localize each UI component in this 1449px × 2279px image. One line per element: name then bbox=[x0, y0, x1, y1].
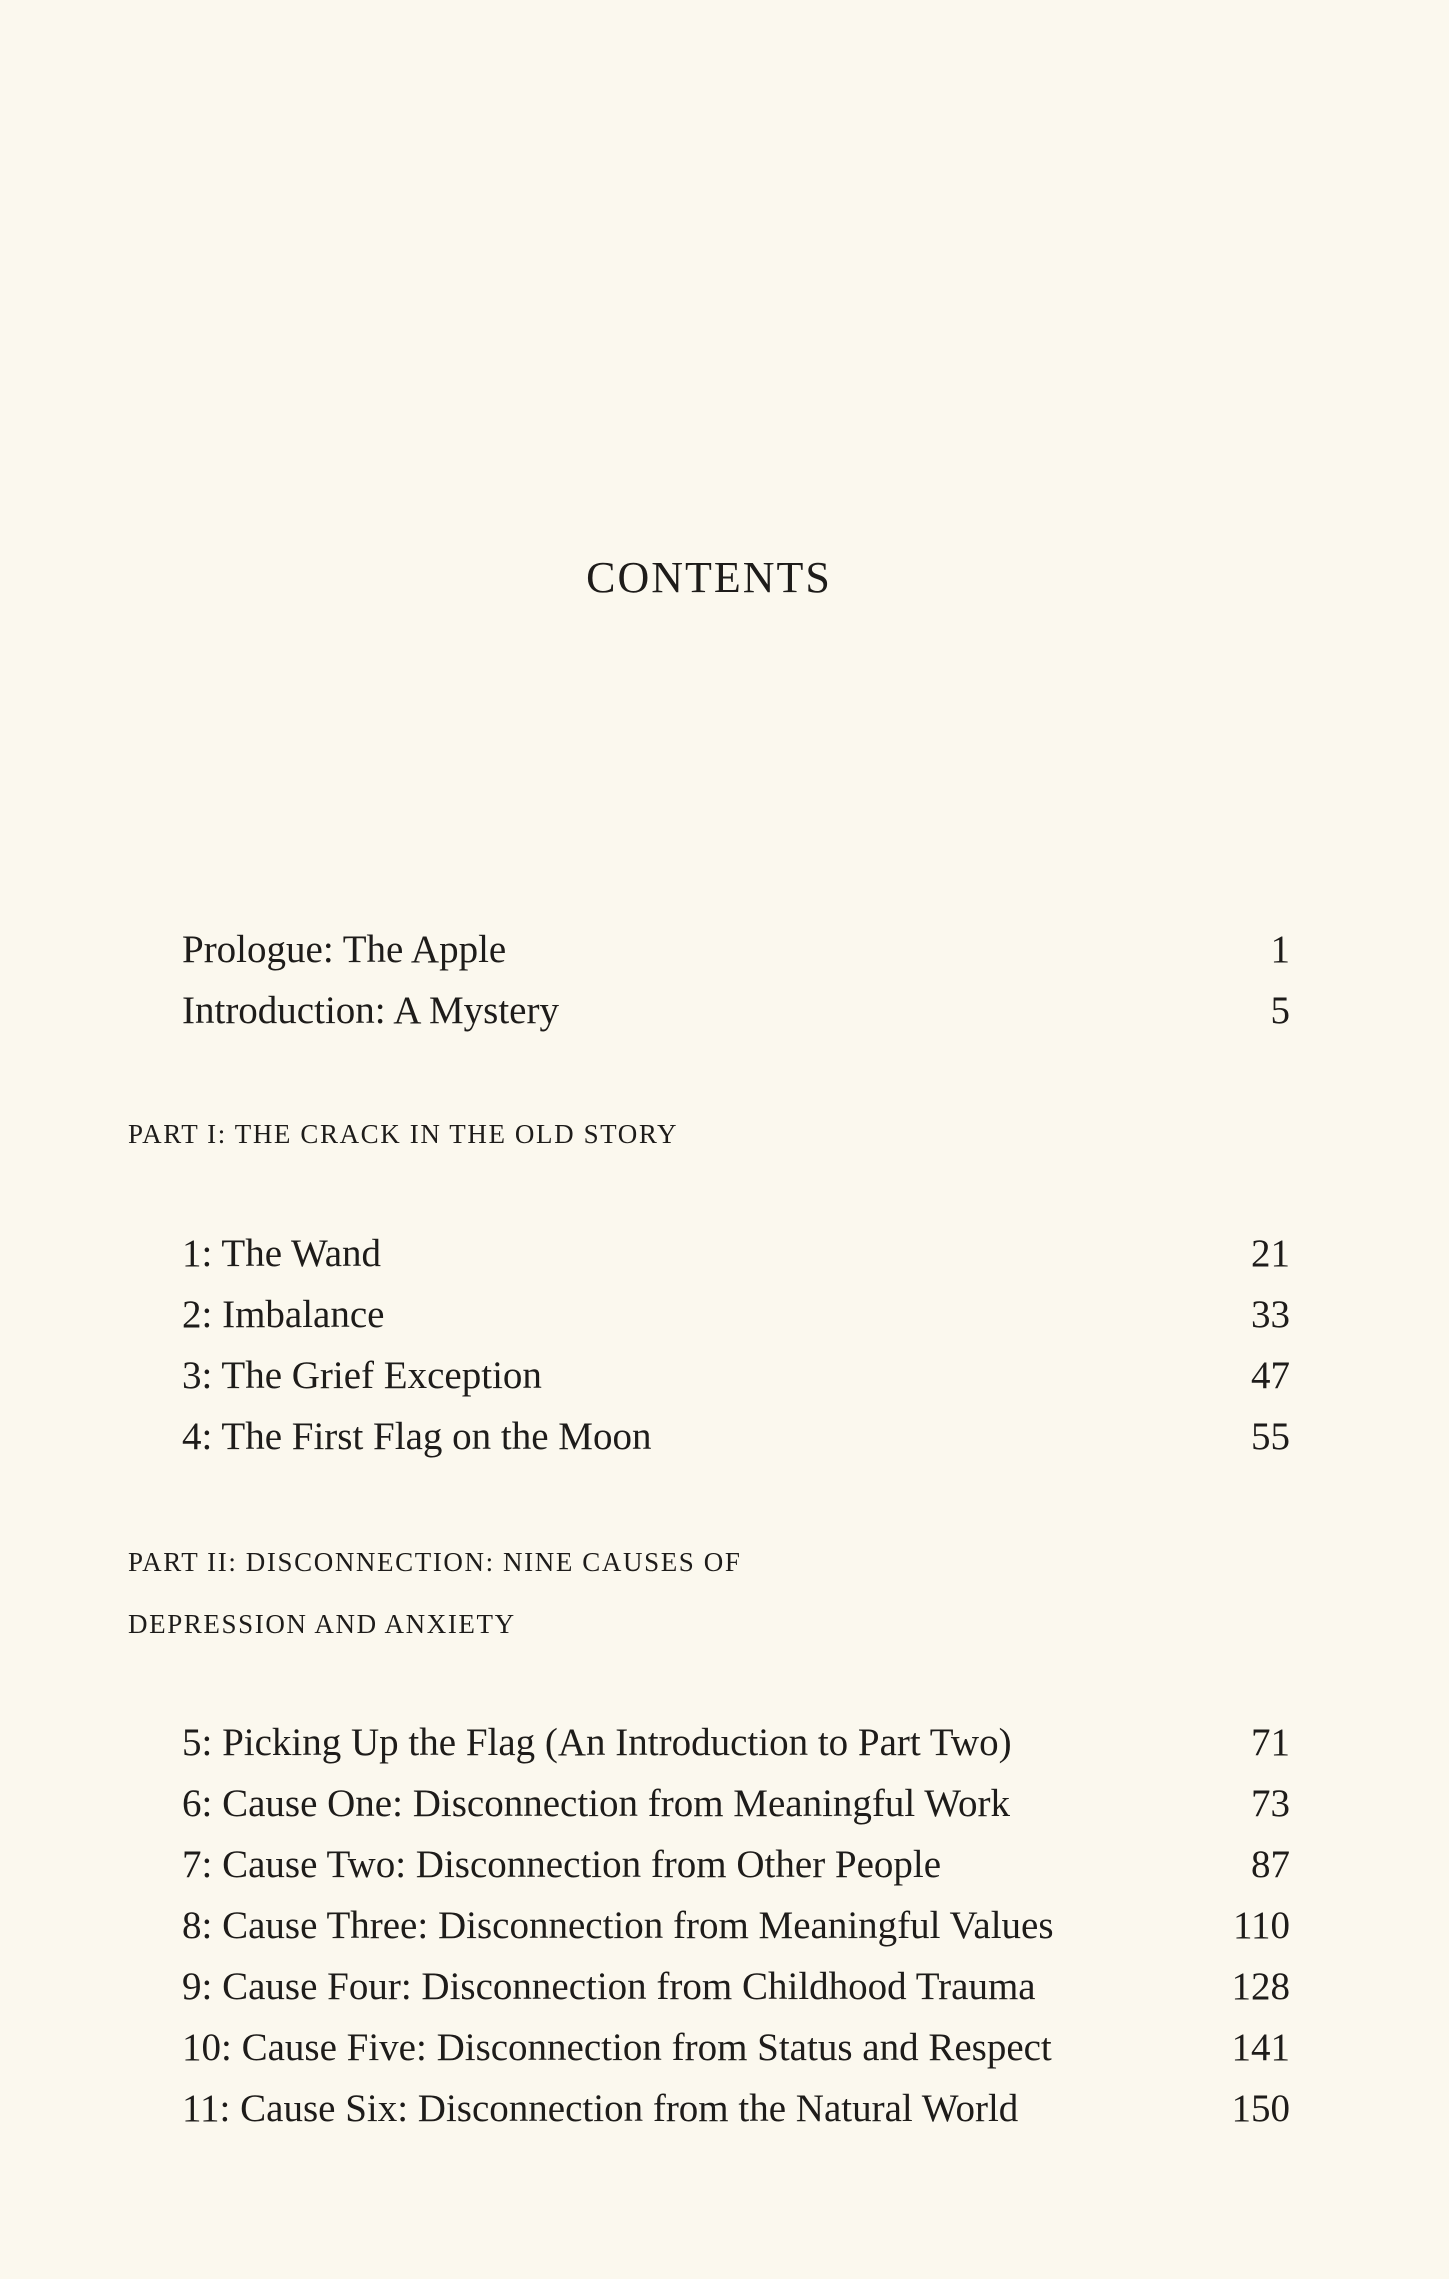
part1-list bbox=[128, 1223, 1290, 1467]
entry-title: 9: Cause Four: Disconnection from Childhood Trauma bbox=[182, 1965, 1036, 2008]
entry-title: 1: The Wand bbox=[182, 1232, 382, 1275]
part2-list bbox=[128, 1712, 1290, 2139]
entry-page: 47 bbox=[1251, 1354, 1290, 1397]
entry-page: 21 bbox=[1251, 1232, 1290, 1275]
part-heading-line: DEPRESSION AND ANXIETY bbox=[128, 1609, 516, 1639]
entry-page: 73 bbox=[1251, 1782, 1290, 1825]
toc-entry[interactable] bbox=[182, 919, 1290, 980]
entry-page: 128 bbox=[1231, 1965, 1290, 2008]
entry-page: 1 bbox=[1270, 928, 1290, 971]
entry-title: 6: Cause One: Disconnection from Meaningful Work bbox=[182, 1782, 1010, 1825]
toc-entry[interactable] bbox=[182, 1284, 1290, 1345]
entry-title: 3: The Grief Exception bbox=[182, 1354, 542, 1397]
toc-entry[interactable] bbox=[182, 1712, 1290, 1773]
entry-title: 8: Cause Three: Disconnection from Meaningful Values bbox=[182, 1904, 1054, 1947]
entry-title: Prologue: The Apple bbox=[182, 928, 507, 971]
part-heading: PART I: THE CRACK IN THE OLD STORY bbox=[128, 1119, 679, 1149]
toc-entry[interactable] bbox=[182, 1895, 1290, 1956]
entry-page: 71 bbox=[1251, 1721, 1290, 1764]
entry-page: 141 bbox=[1231, 2026, 1290, 2069]
entry-title: 4: The First Flag on the Moon bbox=[182, 1415, 652, 1458]
page-title: CONTENTS bbox=[586, 553, 832, 602]
part-heading bbox=[128, 1531, 1290, 1655]
entry-page: 5 bbox=[1270, 989, 1290, 1032]
entry-page: 33 bbox=[1251, 1293, 1290, 1336]
entry-title: Introduction: A Mystery bbox=[182, 989, 559, 1032]
entry-title: 7: Cause Two: Disconnection from Other People bbox=[182, 1843, 942, 1886]
toc-entry[interactable] bbox=[182, 1773, 1290, 1834]
toc-entry[interactable] bbox=[182, 2017, 1290, 2078]
toc-entry[interactable] bbox=[182, 1223, 1290, 1284]
entry-title: 11: Cause Six: Disconnection from the Natural World bbox=[182, 2087, 1019, 2130]
entry-title: 10: Cause Five: Disconnection from Status and Respect bbox=[182, 2026, 1052, 2069]
toc-entry[interactable] bbox=[182, 1345, 1290, 1406]
table-of-contents bbox=[128, 919, 1290, 2139]
entry-page: 110 bbox=[1232, 1904, 1290, 1947]
toc-entry[interactable] bbox=[182, 1406, 1290, 1467]
toc-entry[interactable] bbox=[182, 1956, 1290, 2017]
entry-page: 87 bbox=[1251, 1843, 1290, 1886]
entry-page: 55 bbox=[1251, 1415, 1290, 1458]
entry-title: 5: Picking Up the Flag (An Introduction to Part Two) bbox=[182, 1721, 1012, 1764]
toc-entry[interactable] bbox=[182, 980, 1290, 1041]
entry-title: 2: Imbalance bbox=[182, 1293, 385, 1336]
toc-entry[interactable] bbox=[182, 2078, 1290, 2139]
entry-page: 150 bbox=[1231, 2087, 1290, 2130]
part-heading-line: PART II: DISCONNECTION: NINE CAUSES OF bbox=[128, 1547, 742, 1577]
front-matter-list bbox=[128, 919, 1290, 1041]
toc-entry[interactable] bbox=[182, 1834, 1290, 1895]
